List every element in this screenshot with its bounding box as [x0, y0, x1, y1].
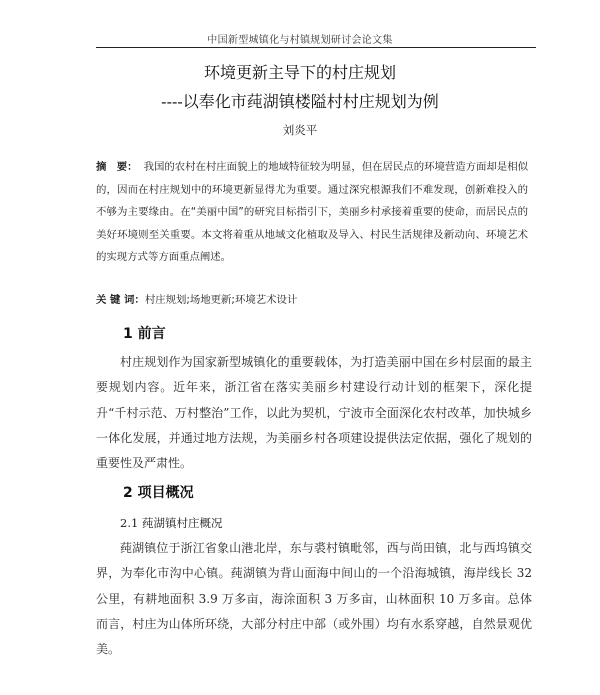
- abstract-label: 摘 要：: [96, 161, 138, 173]
- section-intro-paragraph: 村庄规划作为国家新型城镇化的重要载体，为打造美丽中国在乡村层面的最主要规划内容。近年来，浙江省在落实美丽乡村建设行动计划的框架下，深化提升“千村示范、万村整治”工作，以此为契机，宁波市全面深化农村改革，加快城乡一体化发展，并通过地方法规，为美丽乡村各项建设提供法定依据，强化了规划的重要性及严肃性。: [96, 355, 532, 471]
- keywords-label: 关 键 词：: [96, 294, 145, 306]
- abstract: [96, 156, 528, 269]
- section-heading-intro: 1 前言: [123, 326, 166, 342]
- paper-subtitle: ----以奉化市莼湖镇楼隘村村庄规划为例: [161, 92, 439, 111]
- section-overview-paragraph: 莼湖镇位于浙江省象山港北岸，东与裘村镇毗邻，西与尚田镇，北与西坞镇交界，为奉化市沟中心镇。莼湖镇为背山面海中间山的一个沿海城镇，海岸线长 32 公里，有耕地面积 3.9 万多亩，海涂面积 3 万多亩，山林面积 10 万多亩。总体而言，村庄为山体所环绕，大部分村庄中部（或外围）均有水系穿越，自然景观优美。: [96, 541, 532, 657]
- running-header: 中国新型城镇化与村镇规划研讨会论文集: [207, 35, 393, 46]
- section-heading-overview: 2 项目概况: [123, 485, 194, 501]
- subsection-heading: 2.1 莼湖镇村庄概况: [120, 516, 223, 530]
- header-rule: [96, 47, 536, 48]
- paper-title: 环境更新主导下的村庄规划: [203, 63, 396, 82]
- keywords: [96, 292, 528, 308]
- paper-author: 刘炎平: [282, 123, 318, 137]
- keywords-text: 村庄规划;场地更新;环境艺术设计: [144, 294, 298, 306]
- abstract-text: 我国的农村在村庄面貌上的地域特征较为明显，但在居民点的环境营造方面却是相似的，因而在村庄规划中的环境更新显得尤为重要。通过深究根源我们不难发现，创新难投入的不够为主要缘由。在“美丽中国”的研究目标指引下，美丽乡村承接着重要的使命，而居民点的美好环境则至关重要。本文将着重从地域文化植取及导入、村民生活规律及新动向、环境艺术的实现方式等方面重点阐述。: [96, 161, 529, 263]
